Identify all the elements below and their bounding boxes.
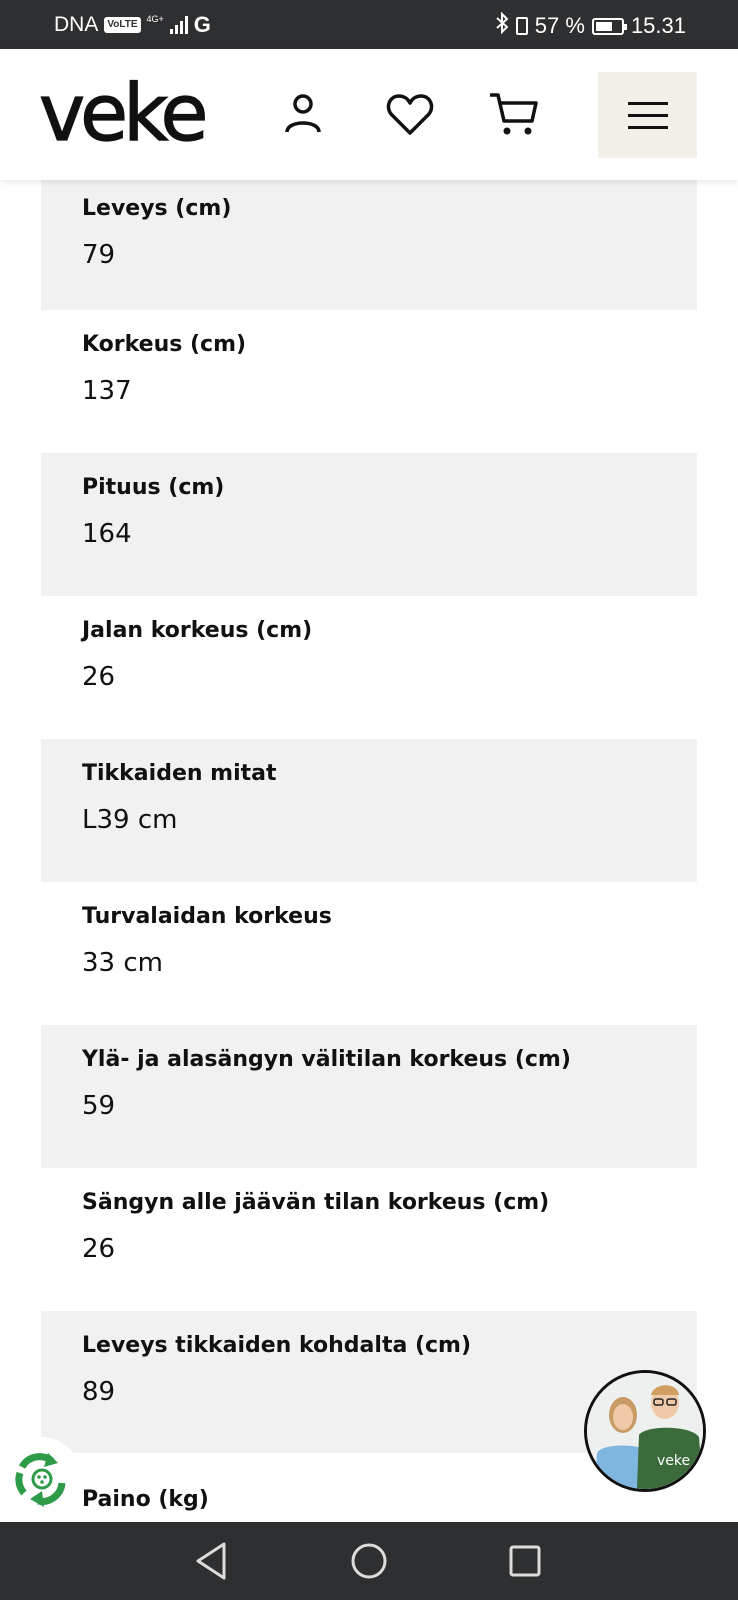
spec-row [41,310,697,453]
veke-logo[interactable]: veke [39,69,204,159]
vibrate-icon [516,17,528,35]
spec-label: Tikkaiden mitat [82,761,277,786]
spec-value: 33 cm [82,948,163,978]
cart-icon[interactable] [486,87,542,143]
spec-label: Ylä- ja alasängyn välitilan korkeus (cm) [82,1047,571,1072]
bluetooth-icon [495,12,509,40]
spec-value: 26 [82,662,116,692]
account-icon[interactable] [275,87,331,143]
spec-label: Sängyn alle jäävän tilan korkeus (cm) [82,1190,550,1215]
spec-value: 79 [82,240,116,270]
spec-label: Korkeus (cm) [82,332,247,357]
spec-value: L39 cm [82,805,178,835]
battery-percent: 57 % [534,13,585,38]
spec-value: 89 [82,1377,116,1407]
spec-row [41,739,697,882]
signal-icon [170,16,188,34]
spec-label: Leveys (cm) [82,196,232,221]
recycle-icon [0,1437,82,1519]
spec-value: 26 [82,1234,116,1264]
menu-icon [628,102,668,105]
heart-icon[interactable] [382,87,438,143]
home-icon[interactable] [353,1545,385,1577]
spec-value: 137 [82,376,132,406]
spec-value: 164 [82,519,132,549]
specs-table [41,180,697,1454]
status-left [54,12,211,38]
spec-row [41,180,697,310]
site-header [0,49,738,180]
status-right [495,12,686,40]
spec-row [41,453,697,596]
volte-badge: VoLTE [104,17,140,33]
shirt-logo-text: veke [657,1453,691,1469]
battery-icon [592,18,624,35]
network-type: 4G+ [146,13,164,24]
spec-row [41,882,697,1025]
spec-label: Pituus (cm) [82,475,225,500]
support-people-icon [587,1373,703,1489]
recents-icon[interactable] [511,1547,539,1575]
spec-label: Jalan korkeus (cm) [82,618,313,643]
spec-label: Leveys tikkaiden kohdalta (cm) [82,1333,472,1358]
spec-label: Paino (kg) [82,1487,209,1512]
spec-value: 59 [82,1091,116,1121]
spec-row [41,1025,697,1168]
g-indicator: G [193,12,211,37]
spec-row [41,596,697,739]
chat-avatar-button[interactable] [584,1370,706,1492]
clock: 15.31 [630,13,686,38]
recycle-badge[interactable] [0,1437,82,1519]
spec-label: Turvalaidan korkeus [82,904,332,929]
android-nav-bar [0,1522,738,1600]
menu-button[interactable] [598,72,697,158]
back-icon[interactable] [198,1544,224,1578]
status-bar [0,0,738,49]
carrier-name: DNA [54,13,99,36]
spec-row [41,1168,697,1311]
